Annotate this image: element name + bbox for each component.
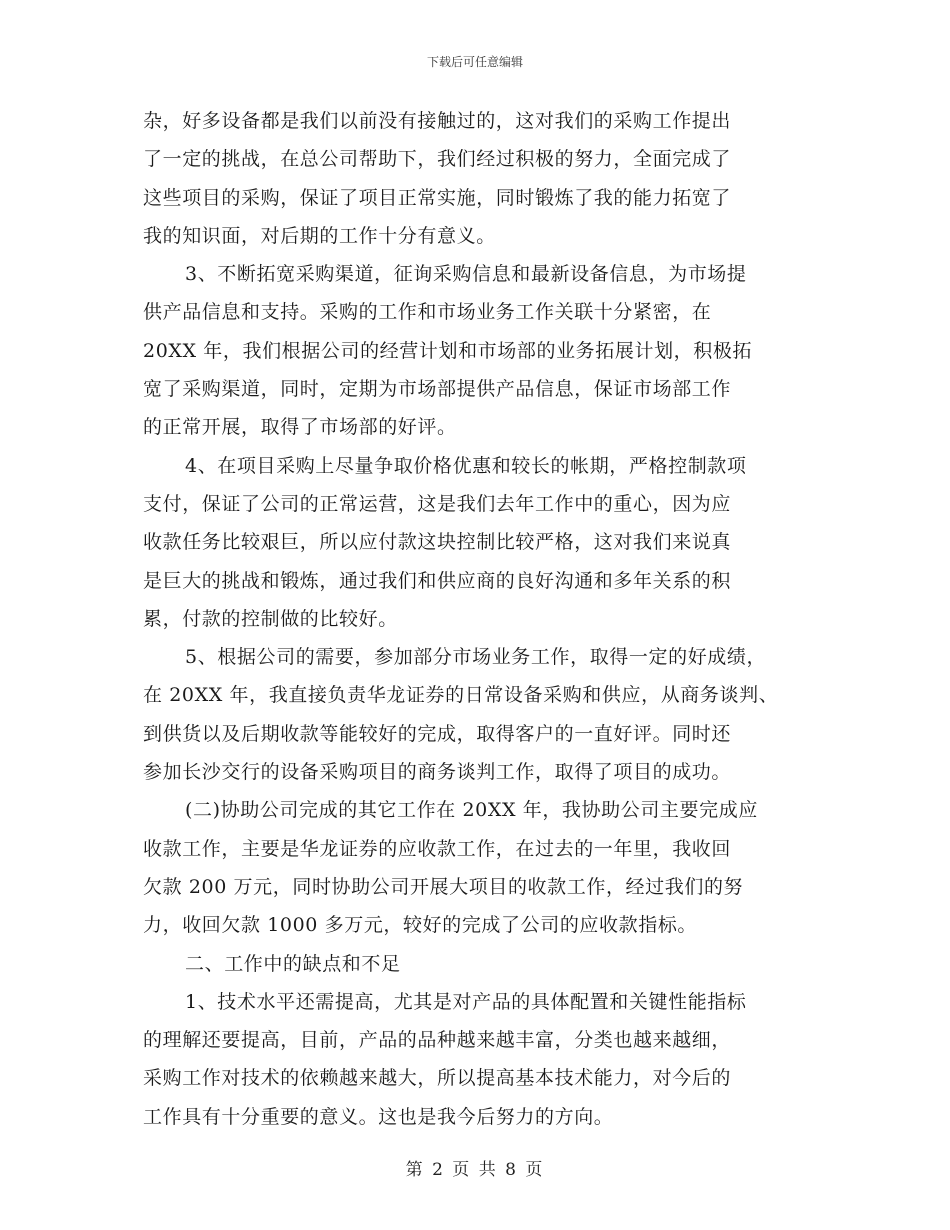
text-line: 20XX 年，我们根据公司的经营计划和市场部的业务拓展计划，积极拓 xyxy=(143,339,753,362)
text-line: 支付，保证了公司的正常运营，这是我们去年工作中的重心，因为应 xyxy=(143,492,732,515)
text-line: 的正常开展，取得了市场部的好评。 xyxy=(143,416,457,439)
text-line: 的理解还要提高，目前，产品的品种越来越丰富，分类也越来越细， xyxy=(143,1029,732,1052)
paragraph-first-line: 5、根据公司的需要，参加部分市场业务工作，取得一定的好成绩， xyxy=(185,646,767,669)
text-line: 到供货以及后期收款等能较好的完成，取得客户的一直好评。同时还 xyxy=(143,722,732,745)
paragraph-first-line: 3、不断拓宽采购渠道，征询采购信息和最新设备信息，为市场提 xyxy=(185,263,747,286)
text-line: 宽了采购渠道，同时，定期为市场部提供产品信息，保证市场部工作 xyxy=(143,378,732,401)
section-heading: 二、工作中的缺点和不足 xyxy=(185,952,401,975)
text-line: 收款任务比较艰巨，所以应付款这块控制比较严格，这对我们来说真 xyxy=(143,531,732,554)
text-line: 力，收回欠款 1000 多万元，较好的完成了公司的应收款指标。 xyxy=(143,914,698,937)
paragraph-first-line: 4、在项目采购上尽量争取价格优惠和较长的帐期，严格控制款项 xyxy=(185,454,747,477)
text-line: 欠款 200 万元，同时协助公司开展大项目的收款工作，经过我们的努 xyxy=(143,875,744,898)
page-header: 下载后可任意编辑 xyxy=(426,55,523,69)
text-line: 我的知识面，对后期的工作十分有意义。 xyxy=(143,224,496,247)
text-line: 了一定的挑战，在总公司帮助下，我们经过积极的努力，全面完成了 xyxy=(143,148,732,171)
text-line: 参加长沙交行的设备采购项目的商务谈判工作，取得了项目的成功。 xyxy=(143,761,732,784)
text-line: 是巨大的挑战和锻炼，通过我们和供应商的良好沟通和多年关系的积 xyxy=(143,569,732,592)
text-line: 杂，好多设备都是我们以前没有接触过的，这对我们的采购工作提出 xyxy=(143,110,732,132)
page-number-footer: 第 2 页 共 8 页 xyxy=(405,1160,545,1180)
text-line: 供产品信息和支持。采购的工作和市场业务工作关联十分紧密，在 xyxy=(143,301,712,324)
text-line: 采购工作对技术的依赖越来越大，所以提高基本技术能力，对今后的 xyxy=(143,1067,732,1090)
text-line: 在 20XX 年，我直接负责华龙证券的日常设备采购和供应，从商务谈判、 xyxy=(143,684,779,707)
text-line: 累，付款的控制做的比较好。 xyxy=(143,607,398,630)
paragraph-first-line: (二)协助公司完成的其它工作在 20XX 年，我协助公司主要完成应 xyxy=(185,799,758,822)
text-line: 收款工作，主要是华龙证券的应收款工作，在过去的一年里，我收回 xyxy=(143,837,732,860)
text-line: 工作具有十分重要的意义。这也是我今后努力的方向。 xyxy=(143,1105,614,1128)
text-line: 这些项目的采购，保证了项目正常实施，同时锻炼了我的能力拓宽了 xyxy=(143,186,732,209)
paragraph-first-line: 1、技术水平还需提高，尤其是对产品的具体配置和关键性能指标 xyxy=(185,990,747,1013)
document-body xyxy=(143,102,823,1136)
